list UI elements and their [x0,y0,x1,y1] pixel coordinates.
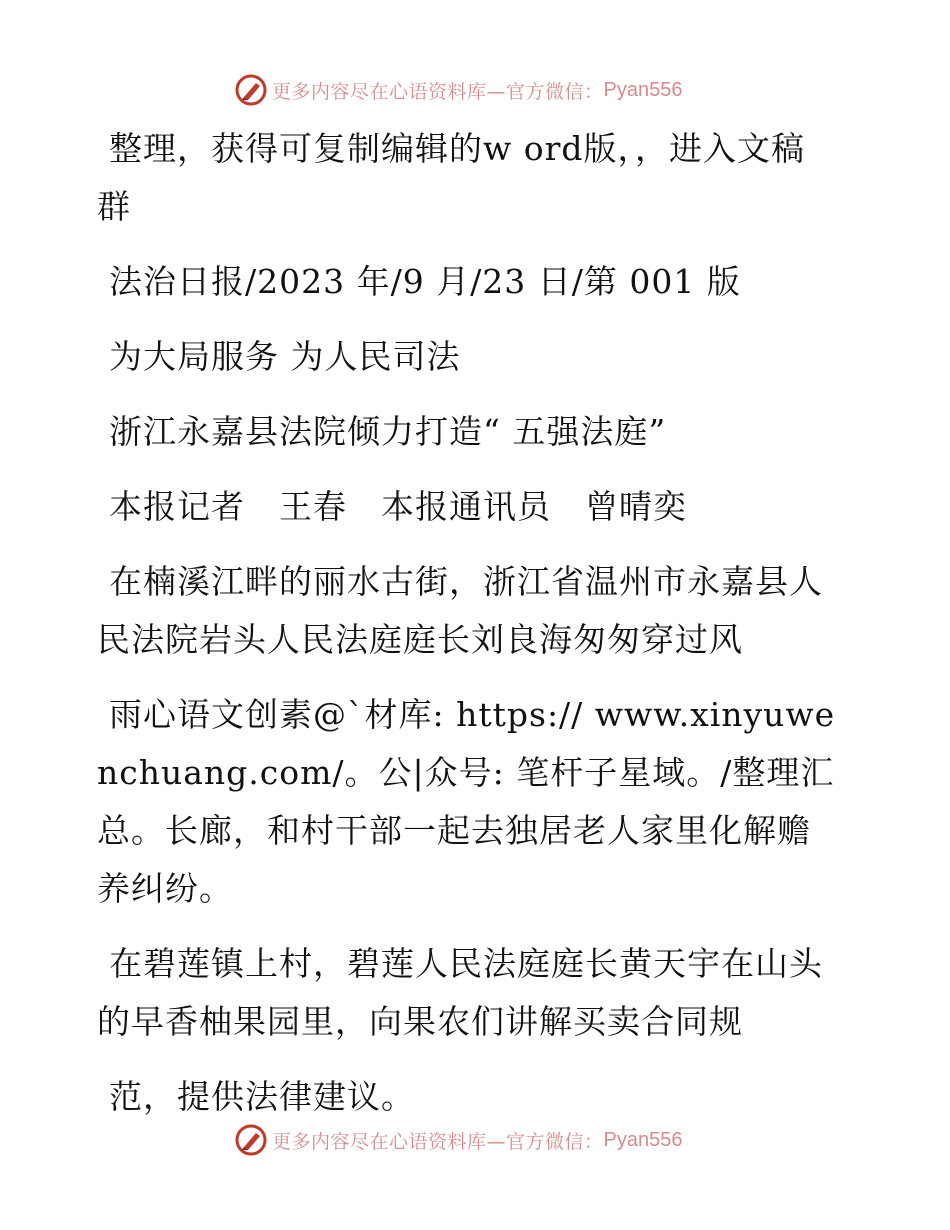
watermark-wechat-id: Pyan556 [603,1128,683,1151]
paragraph-body-3: 在碧莲镇上村，碧莲人民法庭庭长黄天宇在山头的早香柚果园里，向果农们讲解买卖合同规 [97,944,823,1041]
watermark-text: 更多内容尽在心语资料库—官方微信： [272,80,604,103]
paragraph-byline: 本报记者 王春 本报通讯员 曾晴奕 [109,487,687,526]
header-watermark [234,72,682,108]
document-body [97,120,837,1143]
paragraph-source: 法治日报/2023 年/9 月/23 日/第 001 版 [109,262,741,301]
footer-watermark [234,1122,682,1158]
watermark-wechat-id: Pyan556 [603,78,683,101]
pen-logo-icon [234,73,268,107]
paragraph-headline: 为大局服务 为人民司法 [109,337,461,376]
watermark-text: 更多内容尽在心语资料库—官方微信： [272,1130,604,1153]
paragraph-intro: 整理，获得可复制编辑的w ord版，，进入文稿群 [97,129,806,226]
pen-logo-icon [234,1123,268,1157]
paragraph-body-4: 范，提供法律建议。 [109,1077,415,1116]
paragraph-body-2: 雨心语文创素@`材库: https:// www.xinyuwenchuang.com/。公|众号: 笔杆子星域。/整理汇总。长廊，和村干部一起去独居老人家里化解赡养纠纷。 [97,695,836,908]
paragraph-subheadline: 浙江永嘉县法院倾力打造“ 五强法庭” [109,412,667,451]
paragraph-body-1: 在楠溪江畔的丽水古街，浙江省温州市永嘉县人民法院岩头人民法庭庭长刘良海匆匆穿过风 [97,562,823,659]
